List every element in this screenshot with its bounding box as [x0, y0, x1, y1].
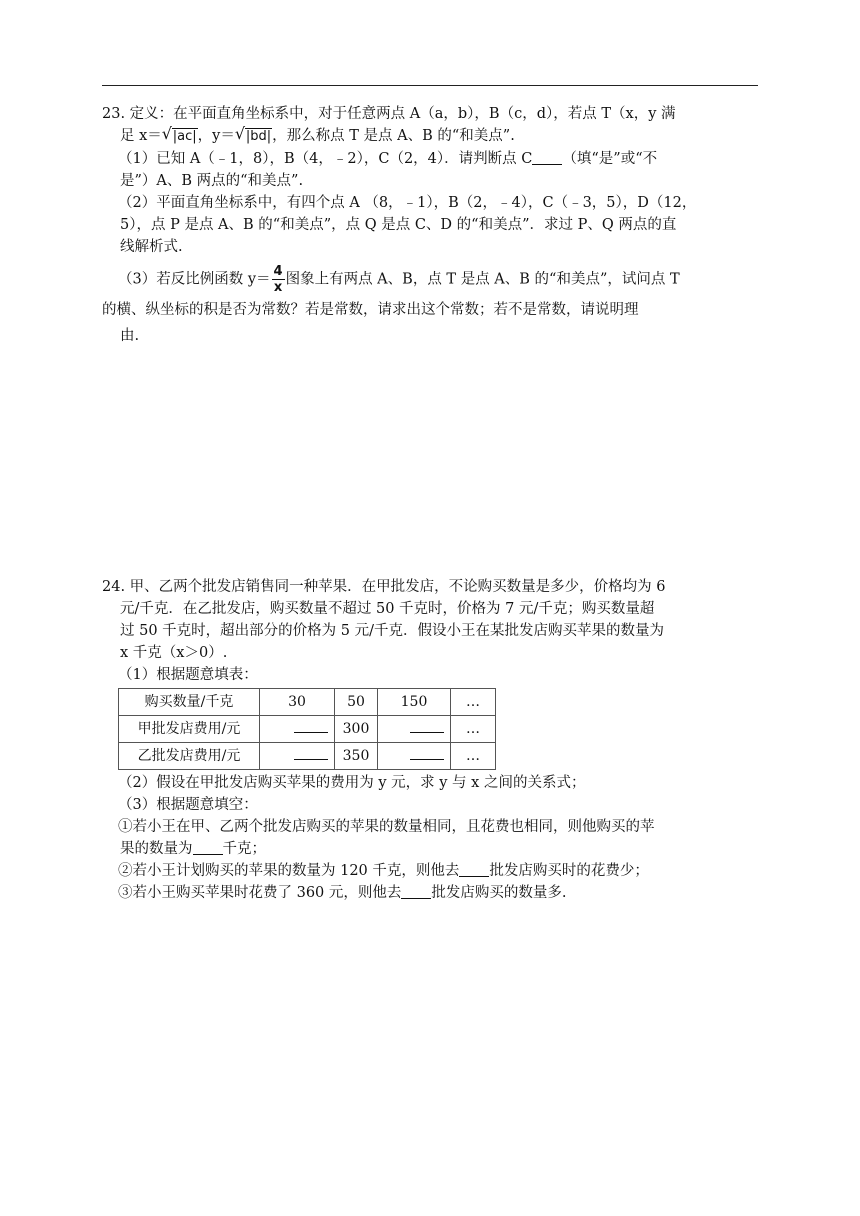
answer-blank-cell[interactable] — [260, 716, 335, 743]
answer-blank-cell[interactable] — [260, 743, 335, 770]
table-cell: … — [451, 689, 496, 716]
q24-part-1: （1）根据题意填表： — [118, 667, 258, 683]
q23-part-3-cont2: 由. — [120, 328, 140, 344]
q23-part-1-cont: 是”）A、B 两点的“和美点”. — [120, 173, 304, 189]
q24-sub-2: ②若小王计划购买的苹果的数量为 120 千克，则他去 批发店购买时的花费少； — [118, 863, 649, 879]
table-cell: 甲批发店费用/元 — [119, 716, 260, 743]
q24-part-2: （2）假设在甲批发店购买苹果的费用为 y 元，求 y 与 x 之间的关系式； — [118, 775, 586, 791]
answer-blank[interactable] — [401, 884, 431, 899]
answer-blank-cell[interactable] — [378, 716, 451, 743]
answer-blank[interactable] — [532, 150, 562, 165]
q23-part-2-cont: 5），点 P 是点 A、B 的“和美点”，点 Q 是点 C、D 的“和美点”．求过 P、Q 两点的直 — [120, 217, 677, 233]
q24-stem: 24. 甲、乙两个批发店销售同一种苹果．在甲批发店，不论购买数量是多少，价格均为 6 — [102, 579, 666, 595]
answer-blank-cell[interactable] — [378, 743, 451, 770]
table-cell: 乙批发店费用/元 — [119, 743, 260, 770]
answer-blank[interactable] — [459, 862, 489, 877]
q23-part-1: （1）已知 A（﹣1，8），B（4，﹣2），C（2，4）．请判断点 C （填“是”或“不 — [118, 151, 658, 167]
table-cell: 300 — [335, 716, 378, 743]
q23-part-2-cont2: 线解析式. — [120, 239, 183, 255]
sqrt-bd: √ |bd| — [234, 124, 272, 144]
answer-blank[interactable] — [193, 840, 223, 855]
q24-sub-3: ③若小王购买苹果时花费了 360 元，则他去 批发店购买的数量多. — [118, 885, 567, 901]
table-cell: 350 — [335, 743, 378, 770]
q24-part-3: （3）根据题意填空： — [118, 797, 258, 813]
q23-definition-cont: 足 x＝ √ |ac|，y＝ √ |bd|，那么称点 T 是点 A、B 的“和美点”. — [102, 125, 762, 148]
header-rule — [102, 85, 758, 86]
question-23 — [102, 103, 762, 347]
table-row — [119, 716, 496, 743]
q24-sub-1-cont: 果的数量为 千克； — [120, 841, 266, 857]
fraction-4-over-x: $\frac{4}{x}$ — [273, 264, 283, 295]
table-cell: 购买数量/千克 — [119, 689, 260, 716]
q24-stem-cont-2: 过 50 千克时，超出部分的价格为 5 元/千克．假设小王在某批发店购买苹果的数量为 — [120, 623, 664, 639]
table-row — [119, 743, 496, 770]
table-row — [119, 689, 496, 716]
q24-sub-1: ①若小王在甲、乙两个批发店购买的苹果的数量相同，且花费也相同，则他购买的苹 — [118, 819, 655, 835]
table-cell: 50 — [335, 689, 378, 716]
table-cell: 150 — [378, 689, 451, 716]
question-24 — [102, 576, 762, 904]
sqrt-ac: √ |ac| — [161, 124, 197, 144]
q23-part-3: （3）若反比例函数 y＝ $\frac{4}{x}$ 图象上有两点 A、B，点 T 是点 A、B 的“和美点”，试问点 T — [118, 264, 680, 295]
q23-definition: 23. 定义：在平面直角坐标系中，对于任意两点 A（a，b），B（c，d），若点 T（x，y 满 — [102, 106, 676, 122]
q24-stem-cont-1: 元/千克．在乙批发店，购买数量不超过 50 千克时，价格为 7 元/千克；购买数量超 — [120, 601, 655, 617]
q23-part-2: （2）平面直角坐标系中，有四个点 A （8，﹣1），B（2，﹣4），C（﹣3，5），D（12， — [118, 195, 697, 211]
table-cell: 30 — [260, 689, 335, 716]
table-cell: … — [451, 743, 496, 770]
q24-stem-cont-3: x 千克（x＞0）. — [120, 645, 228, 661]
q23-part-3-cont: 的横、纵坐标的积是否为常数？若是常数，请求出这个常数；若不是常数，请说明理 — [102, 302, 639, 318]
price-table — [118, 688, 496, 770]
table-cell: … — [451, 716, 496, 743]
